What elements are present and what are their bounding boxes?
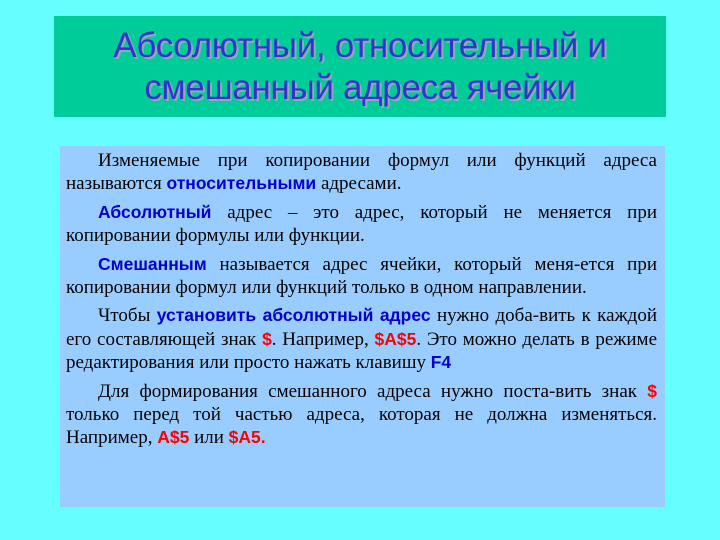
text-run: или — [189, 427, 229, 449]
term-relative: относительными — [166, 173, 317, 194]
text-run: Чтобы — [98, 305, 157, 327]
text-run: адрес – это адрес, который не меняется при копировании формулы или функции. — [66, 201, 657, 247]
dollar-sign: $ — [262, 328, 272, 349]
example-mixed-address-row: A$5 — [157, 427, 190, 448]
term-mixed: Смешанным — [98, 253, 207, 274]
text-run: . Например, — [271, 328, 375, 350]
text-run: Для формирования смешанного адреса нужно поста-вить знак — [98, 380, 648, 402]
dollar-sign: $ — [647, 380, 657, 401]
title-line-2: смешанный адреса ячейки — [144, 67, 576, 107]
example-mixed-address-col: $A5. — [228, 427, 266, 448]
term-absolute: Абсолютный — [98, 201, 212, 222]
text-run: называется адрес ячейки, который меня-ется при копировании формул или функций только в одном направлении. — [66, 253, 657, 299]
paragraph-absolute — [66, 201, 657, 248]
text-run: нужно доба-вить к каждой его составляющей знак — [66, 305, 657, 350]
paragraph-form-mixed — [66, 380, 657, 450]
content-panel — [60, 146, 665, 507]
text-run: . Это можно делать в режиме редактирования или просто нажать клавишу — [66, 328, 658, 374]
paragraph-relative — [66, 149, 657, 196]
term-set-absolute: установить абсолютный адрес — [156, 305, 431, 326]
title-line-1: Абсолютный, относительный и — [113, 25, 607, 65]
paragraph-mixed — [66, 253, 657, 300]
text-run: адресами. — [316, 173, 402, 195]
example-absolute-address: $A$5 — [374, 328, 417, 349]
text-run: только перед той частью адреса, которая не должна изменяться. Например, — [66, 404, 657, 449]
title-banner — [54, 16, 666, 117]
key-f4: F4 — [430, 352, 452, 373]
paragraph-set-absolute — [66, 304, 657, 374]
text-run: Изменяемые при копировании формул или функций адреса называются — [66, 150, 657, 195]
